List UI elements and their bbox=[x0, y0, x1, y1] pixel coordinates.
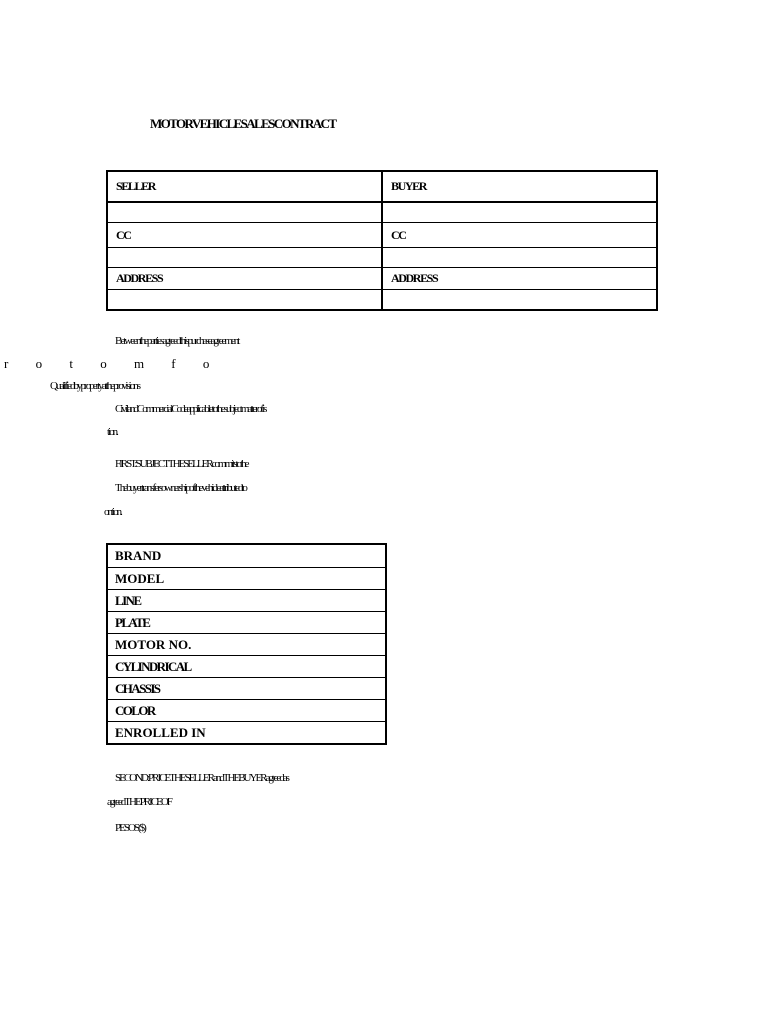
buyer-label: BUYER bbox=[391, 179, 427, 193]
buyer-address-value-cell bbox=[383, 290, 656, 309]
parties-blank-row bbox=[108, 202, 656, 222]
buyer-name-cell bbox=[383, 203, 656, 222]
seller-address-value-cell bbox=[108, 290, 383, 309]
buyer-cc-value-cell bbox=[383, 248, 656, 267]
buyer-cc-label: CC bbox=[391, 227, 406, 242]
pesos-amount: PESOS($) bbox=[115, 822, 145, 834]
document-title: MOTORVEHICLESALESCONTRACT bbox=[150, 116, 336, 131]
seller-address-cell bbox=[108, 268, 383, 289]
seller-address-label: ADDRESS bbox=[116, 271, 163, 285]
parties-address-row bbox=[108, 267, 656, 289]
buyer-transfer-paragraph-end: ontion. bbox=[104, 506, 121, 518]
vehicle-field-row: BRAND bbox=[115, 548, 162, 563]
buyer-address-label: ADDRESS bbox=[391, 271, 438, 285]
seller-cc-cell bbox=[108, 223, 383, 247]
second-clause-heading: SECOND:PRICETHESELLERandTHEBUYERagreedas bbox=[115, 772, 288, 784]
qualified-paragraph: Qualifiedbypropertyattheprovisions bbox=[50, 380, 140, 392]
second-clause-price: agreedTHEPRICEOF bbox=[107, 796, 171, 808]
parties-blank-row bbox=[108, 247, 656, 267]
buyer-transfer-paragraph: Thebuyertransfersownershipofthevehicleattributedto bbox=[115, 482, 246, 494]
seller-cell bbox=[108, 172, 383, 201]
buyer-address-cell bbox=[383, 268, 656, 289]
seller-cc-value-cell bbox=[108, 248, 383, 267]
seller-label: SELLER bbox=[116, 179, 155, 193]
vehicle-field-row: CYLINDRICAL bbox=[108, 655, 385, 677]
vehicle-field-row: MODEL bbox=[108, 567, 385, 589]
first-clause-heading: FIRST:SUBJECTTHESELLERcommitstothe bbox=[115, 458, 248, 470]
spaced-text-line: r o t o m f o bbox=[4, 356, 222, 371]
buyer-cc-cell bbox=[383, 223, 656, 247]
civil-code-paragraph: CivilandCommercialCodeapplicabletothesubjectmatterofis bbox=[115, 403, 266, 415]
vehicle-field-row: PLATE bbox=[108, 611, 385, 633]
vehicle-field-row: CHASSIS bbox=[108, 677, 385, 699]
seller-cc-label: CC bbox=[116, 227, 131, 242]
vehicle-field-row: LINE bbox=[108, 589, 385, 611]
vehicle-field-row: MOTOR NO. bbox=[108, 633, 385, 655]
parties-blank-row bbox=[108, 289, 656, 309]
vehicle-details-table bbox=[106, 543, 387, 745]
parties-header-row bbox=[108, 172, 656, 202]
intro-paragraph: Betweenthepartiesagreedthispurchaseagreement bbox=[115, 335, 239, 347]
civil-code-paragraph-end: tion. bbox=[107, 426, 117, 438]
parties-cc-row bbox=[108, 222, 656, 247]
buyer-cell bbox=[383, 172, 656, 201]
vehicle-field-row: COLOR bbox=[108, 699, 385, 721]
seller-name-cell bbox=[108, 203, 383, 222]
vehicle-field-row: ENROLLED IN bbox=[108, 721, 385, 743]
parties-table bbox=[106, 170, 658, 311]
